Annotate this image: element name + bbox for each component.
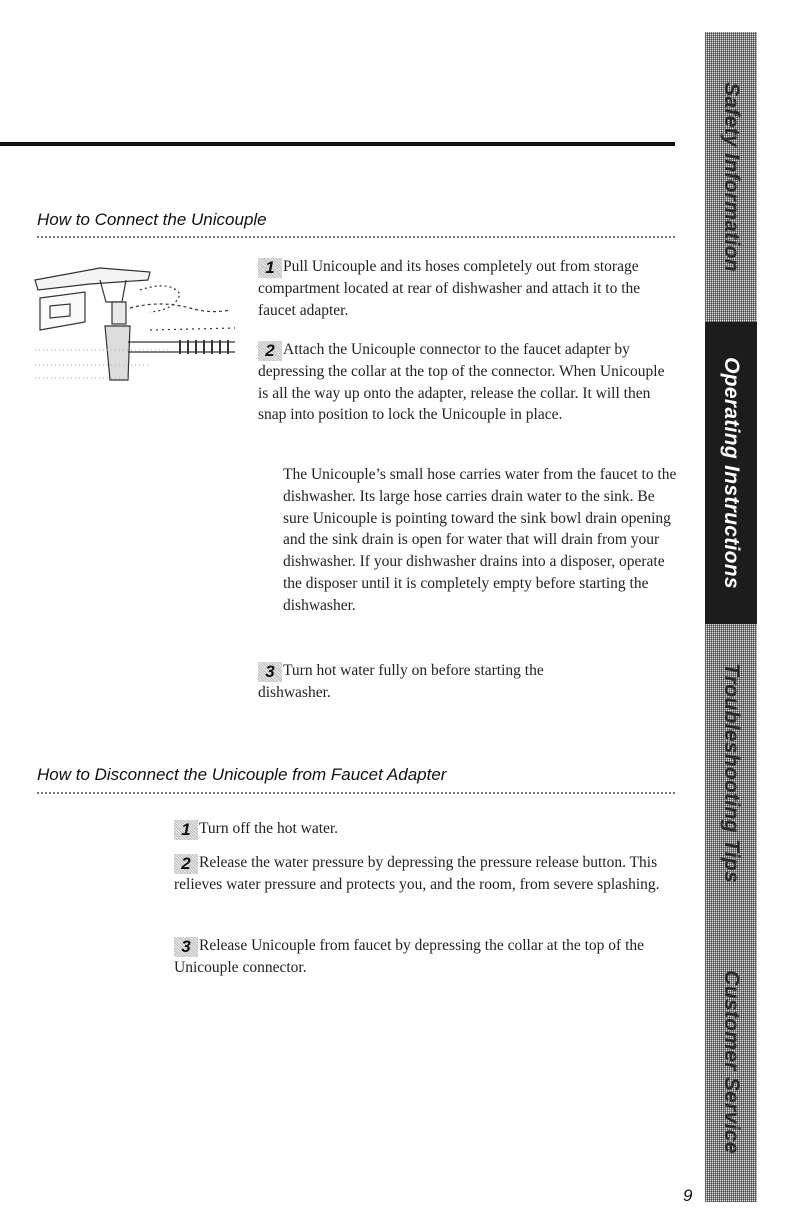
unicouple-hose-note: The Unicouple’s small hose carries water from the faucet to the dishwasher. Its large hose carries drain water to the sink. Be sure Unicouple is pointing toward the sink bowl drain opening and the sink drain is open for water that will drain from your dishwasher. If your dishwasher drains into a disposer, operate the disposer until it is completely empty before starting the dishwasher. xyxy=(283,466,677,614)
connect-step-1 xyxy=(258,256,678,321)
tab-label: Troubleshooting Tips xyxy=(720,663,743,883)
tab-label: Customer Service xyxy=(720,970,743,1154)
tab-safety-information[interactable] xyxy=(705,32,757,322)
connect-heading: How to Connect the Unicouple xyxy=(37,210,267,229)
disconnect-step-1 xyxy=(174,818,684,840)
connect-step-3 xyxy=(258,660,678,704)
section-tabs-sidebar xyxy=(705,32,757,1202)
connect-step-2 xyxy=(258,339,678,426)
tab-operating-instructions[interactable] xyxy=(705,322,757,624)
step-text: Release the water pressure by depressing the pressure release button. This relieves water pressure and protects you, and the room, from severe splashing. xyxy=(174,854,660,893)
step-number-badge: 3 xyxy=(258,662,282,682)
tab-customer-service[interactable] xyxy=(705,922,757,1202)
step-text: Pull Unicouple and its hoses completely out from storage compartment located at rear of dishwasher and attach it to the faucet adapter. xyxy=(258,258,641,319)
step-text: Turn hot water fully on before starting the dishwasher. xyxy=(258,662,544,701)
step-number-badge: 3 xyxy=(174,937,198,957)
step-text: Attach the Unicouple connector to the faucet adapter by depressing the collar at the top of the connector. When Unicouple is all the way up onto the adapter, release the collar. It will then snap into position to lock the Unicouple in place. xyxy=(258,341,665,424)
top-rule xyxy=(0,142,675,146)
tab-label: Operating Instructions xyxy=(720,357,743,589)
step-number-badge: 1 xyxy=(174,820,198,840)
page-number: 9 xyxy=(683,1186,693,1205)
connect-heading-rule xyxy=(37,236,675,238)
step-text: Release Unicouple from faucet by depressing the collar at the top of the Unicouple connector. xyxy=(174,937,645,976)
disconnect-step-3 xyxy=(174,935,684,979)
disconnect-heading: How to Disconnect the Unicouple from Faucet Adapter xyxy=(37,765,447,784)
step-number-badge: 2 xyxy=(258,341,282,361)
tab-troubleshooting-tips[interactable] xyxy=(705,624,757,922)
step-number-badge: 2 xyxy=(174,854,198,874)
step-text: Turn off the hot water. xyxy=(199,820,339,837)
unicouple-faucet-illustration xyxy=(30,250,240,390)
step-number-badge: 1 xyxy=(258,258,282,278)
disconnect-step-2 xyxy=(174,852,684,896)
tab-label: Safety Information xyxy=(720,82,743,272)
disconnect-heading-rule xyxy=(37,792,675,794)
